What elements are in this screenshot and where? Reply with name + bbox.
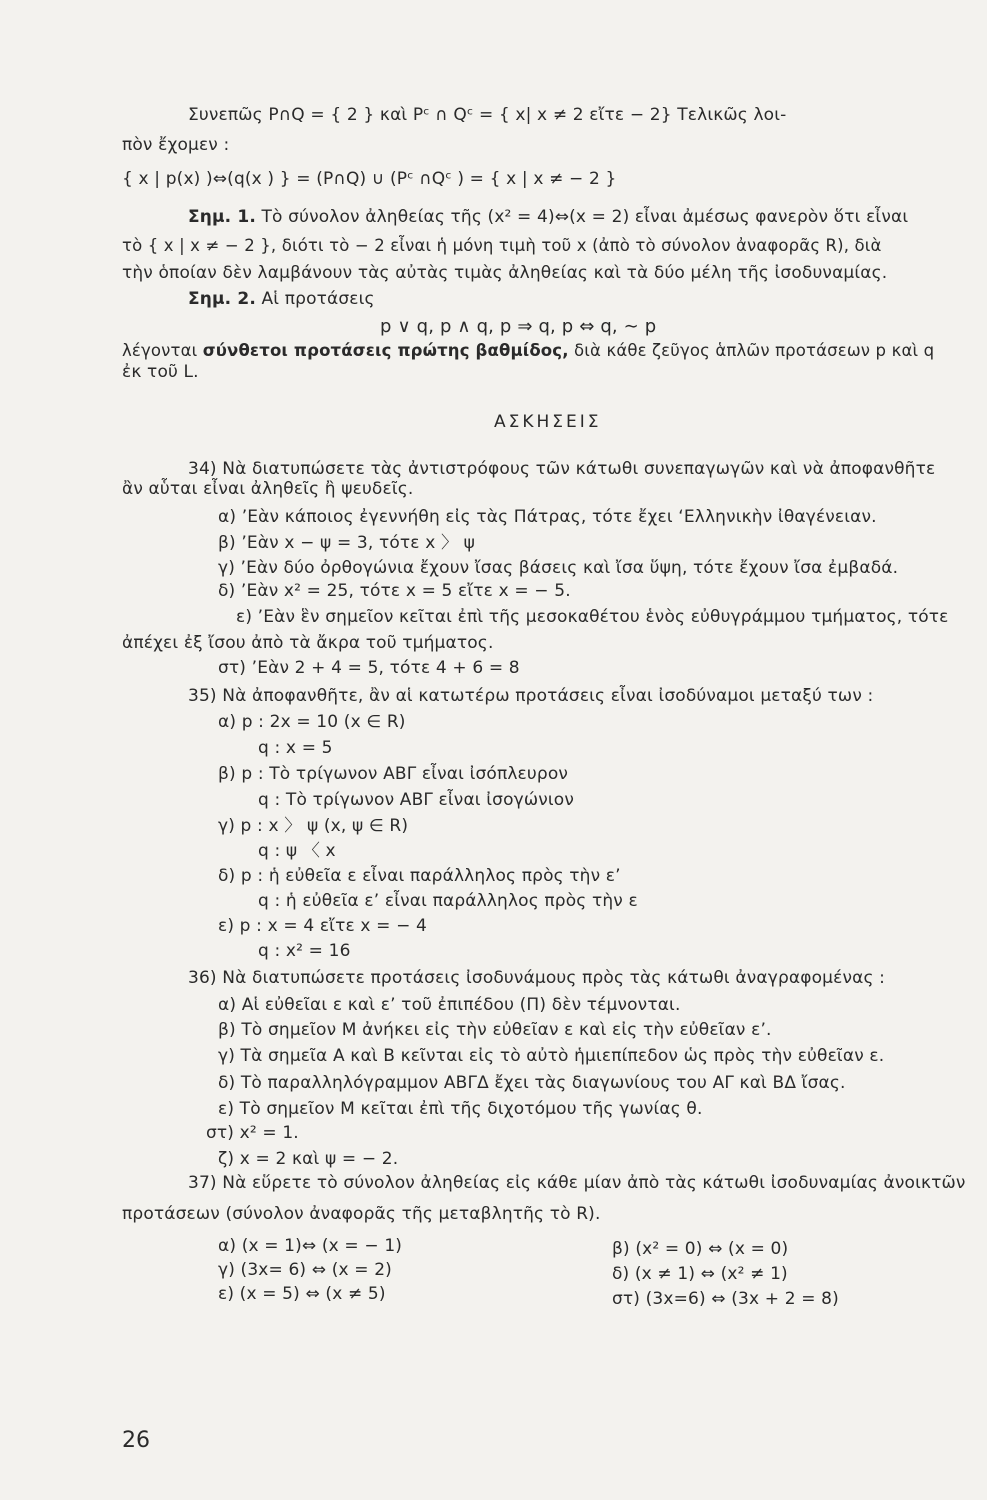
note-1-line-2: τὸ { x | x ≠ − 2 }, διότι τὸ − 2 εἶναι ἡ μόνη τιμὴ τοῦ x (ἀπὸ τὸ σύνολον ἀναφορᾶς R), διὰ (122, 236, 882, 255)
ex36-row: ζ) x = 2 καὶ ψ = − 2. (218, 1149, 399, 1169)
ex34-item-e-line-1: ε) ’Εὰν ἓν σημεῖον κεῖται ἐπὶ τῆς μεσοκαθέτου ἑνὸς εὐθυγράμμου τμήματος, τότε (236, 607, 949, 627)
ex36-line-1: 36) Νὰ διατυπώσετε προτάσεις ἰσοδυνάμους πρὸς τὰς κάτωθι ἀναγραφομένας : (188, 968, 886, 988)
ex36-row: β) Τὸ σημεῖον Μ ἀνήκει εἰς τὴν εὐθεῖαν ε καὶ εἰς τὴν εὐθεῖαν ε’. (218, 1020, 772, 1040)
ex36-row: α) Αἱ εὐθεῖαι ε καὶ ε’ τοῦ ἐπιπέδου (Π) δὲν τέμνονται. (218, 995, 681, 1015)
note-2-line-2-end: διὰ κάθε ζεῦγος ἁπλῶν προτάσεων p καὶ q (574, 341, 935, 360)
ex35-row: ε) p : x = 4 εἴτε x = − 4 (218, 916, 427, 936)
note-2-bold-term: σύνθετοι προτάσεις πρώτης βαθμίδος, (202, 341, 569, 360)
note-2-label: Σημ. 2. (188, 289, 256, 309)
note-2-line-2 (122, 340, 934, 362)
conclusion-line-1: Συνεπῶς P∩Q = { 2 } καὶ Pᶜ ∩ Qᶜ = { x| x ≠ 2 εἴτε − 2} Τελικῶς λοι- (188, 105, 787, 125)
note-1-line-1 (188, 206, 908, 228)
ex35-row: q : ἡ εὐθεῖα ε’ εἶναι παράλληλος πρὸς τὴν ε (258, 891, 638, 911)
note-1-label: Σημ. 1. (188, 207, 256, 227)
ex34-line-1: 34) Νὰ διατυπώσετε τὰς ἀντιστρόφους τῶν κάτωθι συνεπαγωγῶν καὶ νὰ ἀποφανθῆτε (188, 459, 936, 479)
ex35-line-1: 35) Νὰ ἀποφανθῆτε, ἂν αἱ κατωτέρω προτάσεις εἶναι ἰσοδύναμοι μεταξύ των : (188, 686, 874, 706)
ex34-item-e-line-2: ἀπέχει ἐξ ἴσου ἀπὸ τὰ ἄκρα τοῦ τμήματος. (122, 633, 494, 653)
note-1-text: Τὸ σύνολον ἀληθείας τῆς (x² = 4)⇔(x = 2) εἶναι ἀμέσως φανερὸν ὅτι εἶναι (261, 207, 909, 227)
ex35-row: q : Τὸ τρίγωνον ΑΒΓ εἶναι ἰσογώνιον (258, 790, 574, 810)
note-2-line-1 (188, 288, 375, 310)
ex36-row: γ) Τὰ σημεῖα Α καὶ Β κεῖνται εἰς τὸ αὐτὸ ἡμιεπίπεδον ὡς πρὸς τὴν εὐθεῖαν ε. (218, 1046, 885, 1066)
ex34-item-c: γ) ’Εὰν δύο ὀρθογώνια ἔχουν ἴσας βάσεις καὶ ἴσα ὕψη, τότε ἔχουν ἴσα ἐμβαδά. (218, 558, 899, 578)
note-2-line-2-start: λέγονται (122, 341, 198, 360)
note-2-text: Αἱ προτάσεις (261, 289, 375, 309)
ex34-item-b: β) ’Εὰν x − ψ = 3, τότε x 〉 ψ (218, 533, 476, 553)
ex35-row: γ) p : x 〉 ψ (x, ψ ∈ R) (218, 816, 409, 836)
conclusion-line-2: πὸν ἔχομεν : (122, 135, 230, 155)
ex37-left-item: γ) (3x= 6) ⇔ (x = 2) (218, 1260, 392, 1280)
ex37-right-item: στ) (3x=6) ⇔ (3x + 2 = 8) (612, 1289, 839, 1309)
ex34-item-a: α) ’Εὰν κάποιος ἐγεννήθη εἰς τὰς Πάτρας, τότε ἔχει ‘Ελληνικὴν ἰθαγένειαν. (218, 507, 877, 527)
ex36-row: στ) x² = 1. (206, 1123, 299, 1143)
ex35-row: β) p : Τὸ τρίγωνον ΑΒΓ εἶναι ἰσόπλευρον (218, 764, 569, 784)
ex37-line-1: 37) Νὰ εὕρετε τὸ σύνολον ἀληθείας εἰς κάθε μίαν ἀπὸ τὰς κάτωθι ἰσοδυναμίας ἀνοικτῶν (188, 1173, 966, 1193)
ex37-left-item: ε) (x = 5) ⇔ (x ≠ 5) (218, 1284, 386, 1304)
ex36-row: δ) Τὸ παραλληλόγραμμον ΑΒΓΔ ἔχει τὰς διαγωνίους του ΑΓ καὶ ΒΔ ἴσας. (218, 1073, 846, 1093)
ex36-row: ε) Τὸ σημεῖον Μ κεῖται ἐπὶ τῆς διχοτόμου τῆς γωνίας θ. (218, 1099, 703, 1119)
ex37-line-2: προτάσεων (σύνολον ἀναφορᾶς τῆς μεταβλητῆς τὸ R). (122, 1204, 601, 1224)
ex37-right-item: δ) (x ≠ 1) ⇔ (x² ≠ 1) (612, 1264, 788, 1284)
note-2-formula: p ∨ q, p ∧ q, p ⇒ q, p ⇔ q, ∼ p (380, 316, 657, 337)
ex34-line-2: ἂν αὗται εἶναι ἀληθεῖς ἢ ψευδεῖς. (122, 479, 414, 499)
ex35-row: q : x² = 16 (258, 941, 351, 961)
ex35-row: α) p : 2x = 10 (x ∈ R) (218, 712, 406, 732)
ex35-row: q : x = 5 (258, 738, 333, 758)
ex34-item-d: δ) ’Εὰν x² = 25, τότε x = 5 εἴτε x = − 5. (218, 581, 571, 601)
conclusion-formula: { x | p(x) )⇔(q(x ) } = (P∩Q) ∪ (Pᶜ ∩Qᶜ ) = { x | x ≠ − 2 } (122, 169, 617, 189)
note-2-line-3: ἐκ τοῦ L. (122, 362, 199, 382)
page-number: 26 (122, 1428, 150, 1453)
ex34-item-f: στ) ’Εὰν 2 + 4 = 5, τότε 4 + 6 = 8 (218, 658, 520, 678)
ex37-right-item: β) (x² = 0) ⇔ (x = 0) (612, 1239, 789, 1259)
note-1-line-3: τὴν ὁποίαν δὲν λαμβάνουν τὰς αὐτὰς τιμὰς ἀληθείας καὶ τὰ δύο μέλη τῆς ἰσοδυναμίας. (122, 263, 888, 283)
ex35-row: δ) p : ἡ εὐθεῖα ε εἶναι παράλληλος πρὸς τὴν ε’ (218, 866, 621, 886)
section-title: ΑΣΚΗΣΕΙΣ (494, 412, 602, 432)
ex35-row: q : ψ 〈 x (258, 841, 336, 861)
ex37-left-item: α) (x = 1)⇔ (x = − 1) (218, 1236, 403, 1256)
